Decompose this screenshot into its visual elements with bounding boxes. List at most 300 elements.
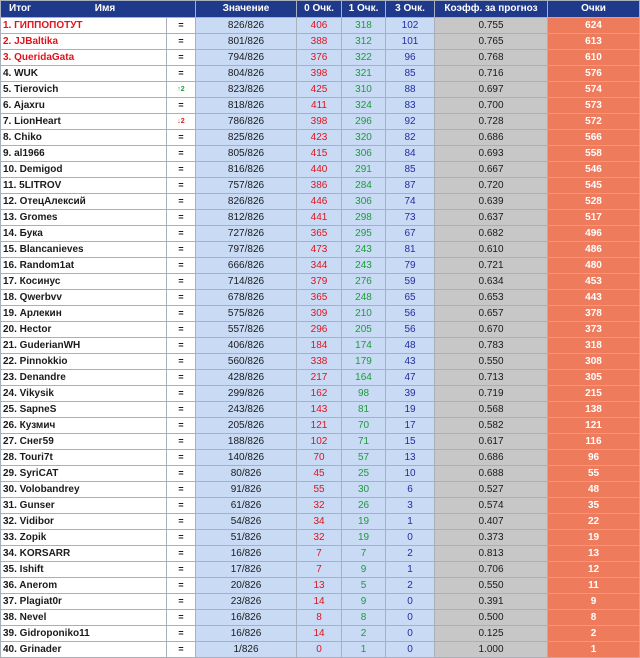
player-rank-name: 7. LionHeart bbox=[1, 114, 167, 130]
zero-points-count: 296 bbox=[297, 322, 342, 338]
trend-equal-icon: = bbox=[178, 484, 184, 494]
header-c0: 0 Очк. bbox=[297, 1, 342, 18]
total-points: 318 bbox=[548, 338, 640, 354]
table-row bbox=[1, 482, 640, 498]
player-rank-name: 3. QueridaGata bbox=[1, 50, 167, 66]
trend-equal-icon: = bbox=[178, 100, 184, 110]
total-points: 573 bbox=[548, 98, 640, 114]
predictions-value: 678/826 bbox=[196, 290, 297, 306]
player-rank-name: 13. Gromes bbox=[1, 210, 167, 226]
trend-indicator bbox=[167, 274, 196, 290]
prediction-coefficient: 0.500 bbox=[435, 610, 548, 626]
player-rank-name: 39. Gidroponiko11 bbox=[1, 626, 167, 642]
header-c1: 1 Очк. bbox=[342, 1, 386, 18]
one-point-count: 243 bbox=[342, 242, 386, 258]
three-points-count: 13 bbox=[386, 450, 435, 466]
prediction-coefficient: 0.719 bbox=[435, 386, 548, 402]
total-points: 19 bbox=[548, 530, 640, 546]
predictions-value: 816/826 bbox=[196, 162, 297, 178]
table-row bbox=[1, 338, 640, 354]
zero-points-count: 423 bbox=[297, 130, 342, 146]
trend-equal-icon: = bbox=[178, 548, 184, 558]
one-point-count: 310 bbox=[342, 82, 386, 98]
table-row bbox=[1, 530, 640, 546]
predictions-value: 61/826 bbox=[196, 498, 297, 514]
header-points: Очки bbox=[548, 1, 640, 18]
one-point-count: 248 bbox=[342, 290, 386, 306]
predictions-value: 797/826 bbox=[196, 242, 297, 258]
zero-points-count: 143 bbox=[297, 402, 342, 418]
three-points-count: 65 bbox=[386, 290, 435, 306]
table-row bbox=[1, 466, 640, 482]
player-rank-name: 30. Volobandrey bbox=[1, 482, 167, 498]
trend-indicator bbox=[167, 322, 196, 338]
one-point-count: 9 bbox=[342, 562, 386, 578]
prediction-coefficient: 1.000 bbox=[435, 642, 548, 658]
player-rank-name: 8. Chiko bbox=[1, 130, 167, 146]
table-row bbox=[1, 98, 640, 114]
one-point-count: 70 bbox=[342, 418, 386, 434]
predictions-value: 786/826 bbox=[196, 114, 297, 130]
trend-equal-icon: = bbox=[178, 452, 184, 462]
prediction-coefficient: 0.617 bbox=[435, 434, 548, 450]
predictions-value: 757/826 bbox=[196, 178, 297, 194]
prediction-coefficient: 0.686 bbox=[435, 130, 548, 146]
total-points: 453 bbox=[548, 274, 640, 290]
three-points-count: 84 bbox=[386, 146, 435, 162]
one-point-count: 164 bbox=[342, 370, 386, 386]
three-points-count: 0 bbox=[386, 594, 435, 610]
trend-equal-icon: = bbox=[178, 36, 184, 46]
one-point-count: 71 bbox=[342, 434, 386, 450]
predictions-value: 188/826 bbox=[196, 434, 297, 450]
trend-equal-icon: = bbox=[178, 20, 184, 30]
prediction-coefficient: 0.783 bbox=[435, 338, 548, 354]
one-point-count: 295 bbox=[342, 226, 386, 242]
prediction-coefficient: 0.768 bbox=[435, 50, 548, 66]
three-points-count: 0 bbox=[386, 626, 435, 642]
total-points: 116 bbox=[548, 434, 640, 450]
table-row bbox=[1, 322, 640, 338]
header-c3: 3 Очк. bbox=[386, 1, 435, 18]
zero-points-count: 398 bbox=[297, 114, 342, 130]
trend-indicator bbox=[167, 34, 196, 50]
zero-points-count: 102 bbox=[297, 434, 342, 450]
predictions-value: 16/826 bbox=[196, 546, 297, 562]
one-point-count: 306 bbox=[342, 146, 386, 162]
three-points-count: 92 bbox=[386, 114, 435, 130]
trend-indicator bbox=[167, 626, 196, 642]
table-row bbox=[1, 162, 640, 178]
trend-indicator bbox=[167, 18, 196, 34]
trend-indicator bbox=[167, 434, 196, 450]
three-points-count: 101 bbox=[386, 34, 435, 50]
predictions-value: 23/826 bbox=[196, 594, 297, 610]
trend-indicator bbox=[167, 418, 196, 434]
trend-equal-icon: = bbox=[178, 580, 184, 590]
trend-indicator bbox=[167, 98, 196, 114]
predictions-value: 794/826 bbox=[196, 50, 297, 66]
three-points-count: 87 bbox=[386, 178, 435, 194]
table-row bbox=[1, 130, 640, 146]
total-points: 558 bbox=[548, 146, 640, 162]
table-row bbox=[1, 194, 640, 210]
table-row bbox=[1, 242, 640, 258]
one-point-count: 298 bbox=[342, 210, 386, 226]
predictions-value: 299/826 bbox=[196, 386, 297, 402]
predictions-value: 812/826 bbox=[196, 210, 297, 226]
trend-equal-icon: = bbox=[178, 388, 184, 398]
prediction-coefficient: 0.728 bbox=[435, 114, 548, 130]
prediction-coefficient: 0.637 bbox=[435, 210, 548, 226]
player-rank-name: 37. Plagiat0r bbox=[1, 594, 167, 610]
table-row bbox=[1, 34, 640, 50]
trend-equal-icon: = bbox=[178, 644, 184, 654]
one-point-count: 296 bbox=[342, 114, 386, 130]
predictions-value: 818/826 bbox=[196, 98, 297, 114]
zero-points-count: 473 bbox=[297, 242, 342, 258]
table-row bbox=[1, 418, 640, 434]
player-rank-name: 35. Ishift bbox=[1, 562, 167, 578]
trend-equal-icon: = bbox=[178, 596, 184, 606]
three-points-count: 1 bbox=[386, 514, 435, 530]
table-row bbox=[1, 594, 640, 610]
three-points-count: 67 bbox=[386, 226, 435, 242]
predictions-value: 17/826 bbox=[196, 562, 297, 578]
zero-points-count: 13 bbox=[297, 578, 342, 594]
total-points: 1 bbox=[548, 642, 640, 658]
total-points: 48 bbox=[548, 482, 640, 498]
trend-equal-icon: = bbox=[178, 420, 184, 430]
three-points-count: 85 bbox=[386, 66, 435, 82]
prediction-coefficient: 0.657 bbox=[435, 306, 548, 322]
one-point-count: 7 bbox=[342, 546, 386, 562]
table-row bbox=[1, 370, 640, 386]
total-points: 138 bbox=[548, 402, 640, 418]
player-rank-name: 38. Nevel bbox=[1, 610, 167, 626]
predictions-value: 666/826 bbox=[196, 258, 297, 274]
one-point-count: 19 bbox=[342, 514, 386, 530]
predictions-value: 727/826 bbox=[196, 226, 297, 242]
zero-points-count: 365 bbox=[297, 290, 342, 306]
table-row bbox=[1, 434, 640, 450]
three-points-count: 2 bbox=[386, 546, 435, 562]
zero-points-count: 446 bbox=[297, 194, 342, 210]
predictions-value: 804/826 bbox=[196, 66, 297, 82]
total-points: 576 bbox=[548, 66, 640, 82]
one-point-count: 174 bbox=[342, 338, 386, 354]
one-point-count: 179 bbox=[342, 354, 386, 370]
zero-points-count: 0 bbox=[297, 642, 342, 658]
trend-indicator bbox=[167, 258, 196, 274]
player-rank-name: 34. KORSARR bbox=[1, 546, 167, 562]
trend-indicator bbox=[167, 642, 196, 658]
table-row bbox=[1, 50, 640, 66]
trend-indicator bbox=[167, 50, 196, 66]
prediction-coefficient: 0.686 bbox=[435, 450, 548, 466]
header-rank-name bbox=[1, 1, 196, 18]
prediction-coefficient: 0.670 bbox=[435, 322, 548, 338]
trend-equal-icon: = bbox=[178, 180, 184, 190]
predictions-value: 826/826 bbox=[196, 18, 297, 34]
table-row bbox=[1, 226, 640, 242]
predictions-value: 575/826 bbox=[196, 306, 297, 322]
trend-indicator bbox=[167, 466, 196, 482]
trend-indicator bbox=[167, 610, 196, 626]
table-row bbox=[1, 354, 640, 370]
trend-indicator bbox=[167, 290, 196, 306]
trend-equal-icon: = bbox=[178, 356, 184, 366]
total-points: 11 bbox=[548, 578, 640, 594]
trend-equal-icon: = bbox=[178, 564, 184, 574]
trend-indicator bbox=[167, 178, 196, 194]
total-points: 2 bbox=[548, 626, 640, 642]
table-row bbox=[1, 450, 640, 466]
three-points-count: 102 bbox=[386, 18, 435, 34]
total-points: 480 bbox=[548, 258, 640, 274]
one-point-count: 26 bbox=[342, 498, 386, 514]
predictions-value: 826/826 bbox=[196, 194, 297, 210]
table-row bbox=[1, 82, 640, 98]
table-row bbox=[1, 578, 640, 594]
prediction-coefficient: 0.667 bbox=[435, 162, 548, 178]
prediction-coefficient: 0.582 bbox=[435, 418, 548, 434]
total-points: 443 bbox=[548, 290, 640, 306]
trend-indicator bbox=[167, 194, 196, 210]
three-points-count: 2 bbox=[386, 578, 435, 594]
one-point-count: 284 bbox=[342, 178, 386, 194]
prediction-coefficient: 0.697 bbox=[435, 82, 548, 98]
player-rank-name: 18. Qwerbvv bbox=[1, 290, 167, 306]
player-rank-name: 14. Бука bbox=[1, 226, 167, 242]
zero-points-count: 217 bbox=[297, 370, 342, 386]
prediction-coefficient: 0.550 bbox=[435, 354, 548, 370]
three-points-count: 82 bbox=[386, 130, 435, 146]
total-points: 13 bbox=[548, 546, 640, 562]
player-rank-name: 17. Косинус bbox=[1, 274, 167, 290]
prediction-coefficient: 0.700 bbox=[435, 98, 548, 114]
player-rank-name: 23. Denandre bbox=[1, 370, 167, 386]
zero-points-count: 14 bbox=[297, 626, 342, 642]
zero-points-count: 184 bbox=[297, 338, 342, 354]
zero-points-count: 309 bbox=[297, 306, 342, 322]
trend-equal-icon: = bbox=[178, 228, 184, 238]
one-point-count: 205 bbox=[342, 322, 386, 338]
trend-indicator bbox=[167, 482, 196, 498]
total-points: 55 bbox=[548, 466, 640, 482]
trend-indicator bbox=[167, 450, 196, 466]
trend-indicator bbox=[167, 386, 196, 402]
table-row bbox=[1, 306, 640, 322]
player-rank-name: 1. ГИППОПОТУТ bbox=[1, 18, 167, 34]
table-row bbox=[1, 610, 640, 626]
player-rank-name: 32. Vidibor bbox=[1, 514, 167, 530]
table-row bbox=[1, 386, 640, 402]
prediction-coefficient: 0.634 bbox=[435, 274, 548, 290]
total-points: 496 bbox=[548, 226, 640, 242]
prediction-coefficient: 0.721 bbox=[435, 258, 548, 274]
player-rank-name: 29. SyriCAT bbox=[1, 466, 167, 482]
header-name: Имя bbox=[94, 3, 116, 14]
prediction-coefficient: 0.610 bbox=[435, 242, 548, 258]
trend-indicator bbox=[167, 546, 196, 562]
prediction-coefficient: 0.653 bbox=[435, 290, 548, 306]
one-point-count: 9 bbox=[342, 594, 386, 610]
total-points: 486 bbox=[548, 242, 640, 258]
trend-indicator bbox=[167, 514, 196, 530]
one-point-count: 291 bbox=[342, 162, 386, 178]
zero-points-count: 379 bbox=[297, 274, 342, 290]
total-points: 574 bbox=[548, 82, 640, 98]
three-points-count: 0 bbox=[386, 610, 435, 626]
three-points-count: 3 bbox=[386, 498, 435, 514]
trend-equal-icon: = bbox=[178, 148, 184, 158]
predictions-value: 20/826 bbox=[196, 578, 297, 594]
zero-points-count: 376 bbox=[297, 50, 342, 66]
header-value: Значение bbox=[196, 1, 297, 18]
three-points-count: 10 bbox=[386, 466, 435, 482]
trend-indicator bbox=[167, 162, 196, 178]
trend-equal-icon: = bbox=[178, 276, 184, 286]
total-points: 566 bbox=[548, 130, 640, 146]
predictions-value: 557/826 bbox=[196, 322, 297, 338]
one-point-count: 1 bbox=[342, 642, 386, 658]
total-points: 613 bbox=[548, 34, 640, 50]
trend-equal-icon: = bbox=[178, 164, 184, 174]
three-points-count: 0 bbox=[386, 642, 435, 658]
table-row bbox=[1, 626, 640, 642]
one-point-count: 321 bbox=[342, 66, 386, 82]
player-rank-name: 24. Vikysik bbox=[1, 386, 167, 402]
prediction-coefficient: 0.716 bbox=[435, 66, 548, 82]
prediction-coefficient: 0.713 bbox=[435, 370, 548, 386]
three-points-count: 74 bbox=[386, 194, 435, 210]
predictions-value: 801/826 bbox=[196, 34, 297, 50]
total-points: 610 bbox=[548, 50, 640, 66]
total-points: 35 bbox=[548, 498, 640, 514]
trend-indicator bbox=[167, 114, 196, 130]
player-rank-name: 36. Anerom bbox=[1, 578, 167, 594]
zero-points-count: 386 bbox=[297, 178, 342, 194]
zero-points-count: 162 bbox=[297, 386, 342, 402]
total-points: 624 bbox=[548, 18, 640, 34]
predictions-value: 714/826 bbox=[196, 274, 297, 290]
table-row bbox=[1, 642, 640, 658]
trend-equal-icon: = bbox=[178, 516, 184, 526]
three-points-count: 79 bbox=[386, 258, 435, 274]
trend-equal-icon: = bbox=[178, 52, 184, 62]
one-point-count: 322 bbox=[342, 50, 386, 66]
trend-indicator bbox=[167, 226, 196, 242]
trend-equal-icon: = bbox=[178, 468, 184, 478]
zero-points-count: 388 bbox=[297, 34, 342, 50]
table-row bbox=[1, 546, 640, 562]
trend-equal-icon: = bbox=[178, 132, 184, 142]
table-row bbox=[1, 66, 640, 82]
prediction-coefficient: 0.125 bbox=[435, 626, 548, 642]
zero-points-count: 406 bbox=[297, 18, 342, 34]
prediction-coefficient: 0.720 bbox=[435, 178, 548, 194]
zero-points-count: 440 bbox=[297, 162, 342, 178]
player-rank-name: 15. Blancanieves bbox=[1, 242, 167, 258]
predictions-value: 243/826 bbox=[196, 402, 297, 418]
prediction-coefficient: 0.391 bbox=[435, 594, 548, 610]
table-row bbox=[1, 114, 640, 130]
zero-points-count: 45 bbox=[297, 466, 342, 482]
total-points: 8 bbox=[548, 610, 640, 626]
total-points: 305 bbox=[548, 370, 640, 386]
player-rank-name: 19. Арлекин bbox=[1, 306, 167, 322]
zero-points-count: 344 bbox=[297, 258, 342, 274]
prediction-coefficient: 0.407 bbox=[435, 514, 548, 530]
trend-equal-icon: = bbox=[178, 340, 184, 350]
one-point-count: 25 bbox=[342, 466, 386, 482]
prediction-coefficient: 0.527 bbox=[435, 482, 548, 498]
prediction-coefficient: 0.693 bbox=[435, 146, 548, 162]
prediction-coefficient: 0.813 bbox=[435, 546, 548, 562]
trend-indicator bbox=[167, 594, 196, 610]
table-row bbox=[1, 146, 640, 162]
one-point-count: 276 bbox=[342, 274, 386, 290]
table-row bbox=[1, 274, 640, 290]
total-points: 373 bbox=[548, 322, 640, 338]
trend-indicator bbox=[167, 306, 196, 322]
total-points: 308 bbox=[548, 354, 640, 370]
zero-points-count: 7 bbox=[297, 546, 342, 562]
three-points-count: 96 bbox=[386, 50, 435, 66]
table-body bbox=[1, 18, 640, 658]
total-points: 378 bbox=[548, 306, 640, 322]
three-points-count: 48 bbox=[386, 338, 435, 354]
trend-equal-icon: = bbox=[178, 292, 184, 302]
player-rank-name: 27. Cнег59 bbox=[1, 434, 167, 450]
trend-indicator bbox=[167, 530, 196, 546]
trend-indicator bbox=[167, 354, 196, 370]
table-row bbox=[1, 258, 640, 274]
prediction-coefficient: 0.639 bbox=[435, 194, 548, 210]
trend-equal-icon: = bbox=[178, 212, 184, 222]
three-points-count: 56 bbox=[386, 322, 435, 338]
total-points: 546 bbox=[548, 162, 640, 178]
table-row bbox=[1, 498, 640, 514]
player-rank-name: 33. Zopik bbox=[1, 530, 167, 546]
prediction-coefficient: 0.574 bbox=[435, 498, 548, 514]
prediction-coefficient: 0.688 bbox=[435, 466, 548, 482]
trend-indicator bbox=[167, 562, 196, 578]
total-points: 12 bbox=[548, 562, 640, 578]
zero-points-count: 411 bbox=[297, 98, 342, 114]
table-row bbox=[1, 210, 640, 226]
player-rank-name: 28. Touri7t bbox=[1, 450, 167, 466]
predictions-value: 54/826 bbox=[196, 514, 297, 530]
header-coef: Коэфф. за прогноз bbox=[435, 1, 548, 18]
trend-down-icon: ↓2 bbox=[177, 118, 185, 125]
trend-equal-icon: = bbox=[178, 532, 184, 542]
trend-equal-icon: = bbox=[178, 244, 184, 254]
zero-points-count: 415 bbox=[297, 146, 342, 162]
predictions-value: 51/826 bbox=[196, 530, 297, 546]
one-point-count: 81 bbox=[342, 402, 386, 418]
zero-points-count: 32 bbox=[297, 530, 342, 546]
three-points-count: 47 bbox=[386, 370, 435, 386]
one-point-count: 306 bbox=[342, 194, 386, 210]
prediction-coefficient: 0.706 bbox=[435, 562, 548, 578]
zero-points-count: 34 bbox=[297, 514, 342, 530]
table-row bbox=[1, 178, 640, 194]
one-point-count: 2 bbox=[342, 626, 386, 642]
predictions-value: 428/826 bbox=[196, 370, 297, 386]
one-point-count: 243 bbox=[342, 258, 386, 274]
